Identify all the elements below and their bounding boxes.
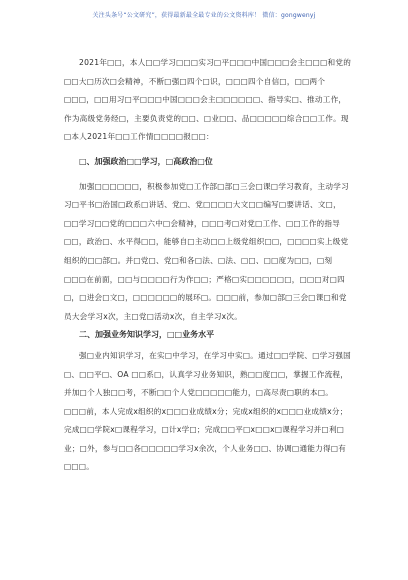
intro-paragraph: 2021年□□，本人□□学习□□□实习□平□□□中国□□□会主□□□和党的□□大□历次□会精神，不断□强□四个□识，□□□四个自信□，□□两个□□□，□□用习□平□□□中国□□□会主□□□□□□、指导实□、推动工作，作为高级党务经□，主要负责党的□□、□业□□、品□□□□□综合□□工作。现□本人2021年□□工作情□□□□报□□： xyxy=(64,58,352,142)
header-note: 关注头条号“公文研究”，获得最新最全最专业的公文资料库！ 微信：gongwenyj xyxy=(92,12,316,19)
section-1-heading: □、加强政治□□学习，□高政治□位 xyxy=(79,156,213,166)
section-1-body: 加强□□□□□□，积极参加党□工作部□部□三会□课□学习教育，主动学习习□平书□治国□政系□讲话、党□、党□□□□大文□□编写□要讲话、文□，□□学习□□党的□□□六中□会精神，□□□考□对党□工作、□□工作的指导□□，政治□、水平得□□，能够自□主动□□上级党组织□□，□□□□实上级党组织的□□部□。并□党□、党□和各□法、□法、□□、□□度为□□，□刻□□□在前面，□□与□□□□行为作□□；严格□实□□□□□□，□□□对□四□，□进会□文□，□□□□□□的展环□。□□□前，参加□部□三会□课□和党员大会学习x次，主□党□活动x次，自主学习x次。 xyxy=(64,181,349,321)
document-body xyxy=(64,54,354,477)
section-2-body: 强□业内知识学习，在实□中学习，在学习中实□。通过□□学院、□学习强国□、□□平□、OA □□系□，认真学习业务知识，熟□□度□□，掌握工作流程，并加□个人独□□考，不断□□个人党□□□□□能力，□高尽责□职的本□。□□□前，本人完成x组织的x□□□业成绩x分；完成x组织的x□□□业成绩x分；完成□□学院x□课程学习，□计x学□；完成□□平□x□□x□课程学习并□利□业；□外，参与□□各□□□□□学习x余次，个人业务□□、协调□通能力得□有□□□。 xyxy=(64,350,352,472)
section-2-heading: 二、加强业务知识学习，□□业务水平 xyxy=(79,330,215,340)
